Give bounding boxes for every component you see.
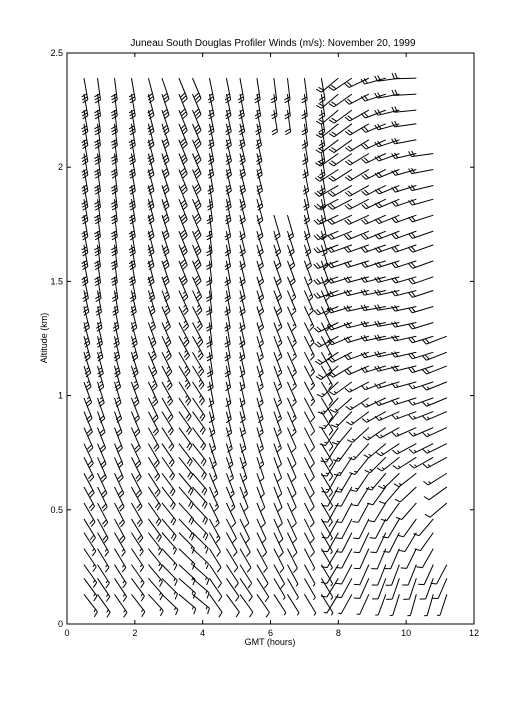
- wind-barb-feather: [336, 552, 342, 553]
- x-tick-label: 10: [401, 628, 412, 638]
- wind-barb-feather: [383, 552, 389, 553]
- x-axis-label: GMT (hours): [244, 637, 296, 647]
- wind-barb-feather: [353, 538, 359, 539]
- y-tick-label: 1: [57, 390, 63, 401]
- y-tick-label: 1.5: [50, 276, 63, 287]
- wind-barb-feather: [339, 472, 342, 473]
- x-tick-label: 4: [200, 628, 206, 638]
- wind-barb-feather: [401, 568, 407, 569]
- y-tick-label: 0: [57, 619, 63, 629]
- wind-barb-feather: [355, 488, 358, 489]
- wind-barb-feather: [336, 522, 342, 523]
- wind-barb-feather: [325, 459, 328, 460]
- wind-barb-feather: [326, 473, 329, 474]
- x-tick-label: 0: [64, 628, 70, 638]
- x-tick-label: 12: [468, 628, 480, 638]
- wind-barb-feather: [324, 612, 327, 613]
- wind-barb-feather: [336, 567, 342, 568]
- x-tick-label: 2: [132, 628, 138, 638]
- wind-barb-feather: [339, 489, 342, 490]
- y-tick-label: 2: [57, 162, 63, 173]
- chart-title: Juneau South Douglas Profiler Winds (m/s): November 20, 1999: [130, 38, 416, 49]
- x-tick-label: 6: [267, 628, 274, 638]
- wind-barb-feather: [336, 538, 342, 539]
- y-tick-label: 2.5: [50, 48, 63, 58]
- y-tick-label: 0.5: [50, 504, 63, 515]
- y-axis-label: Altitude (km): [39, 312, 49, 364]
- x-tick-label: 8: [335, 628, 341, 638]
